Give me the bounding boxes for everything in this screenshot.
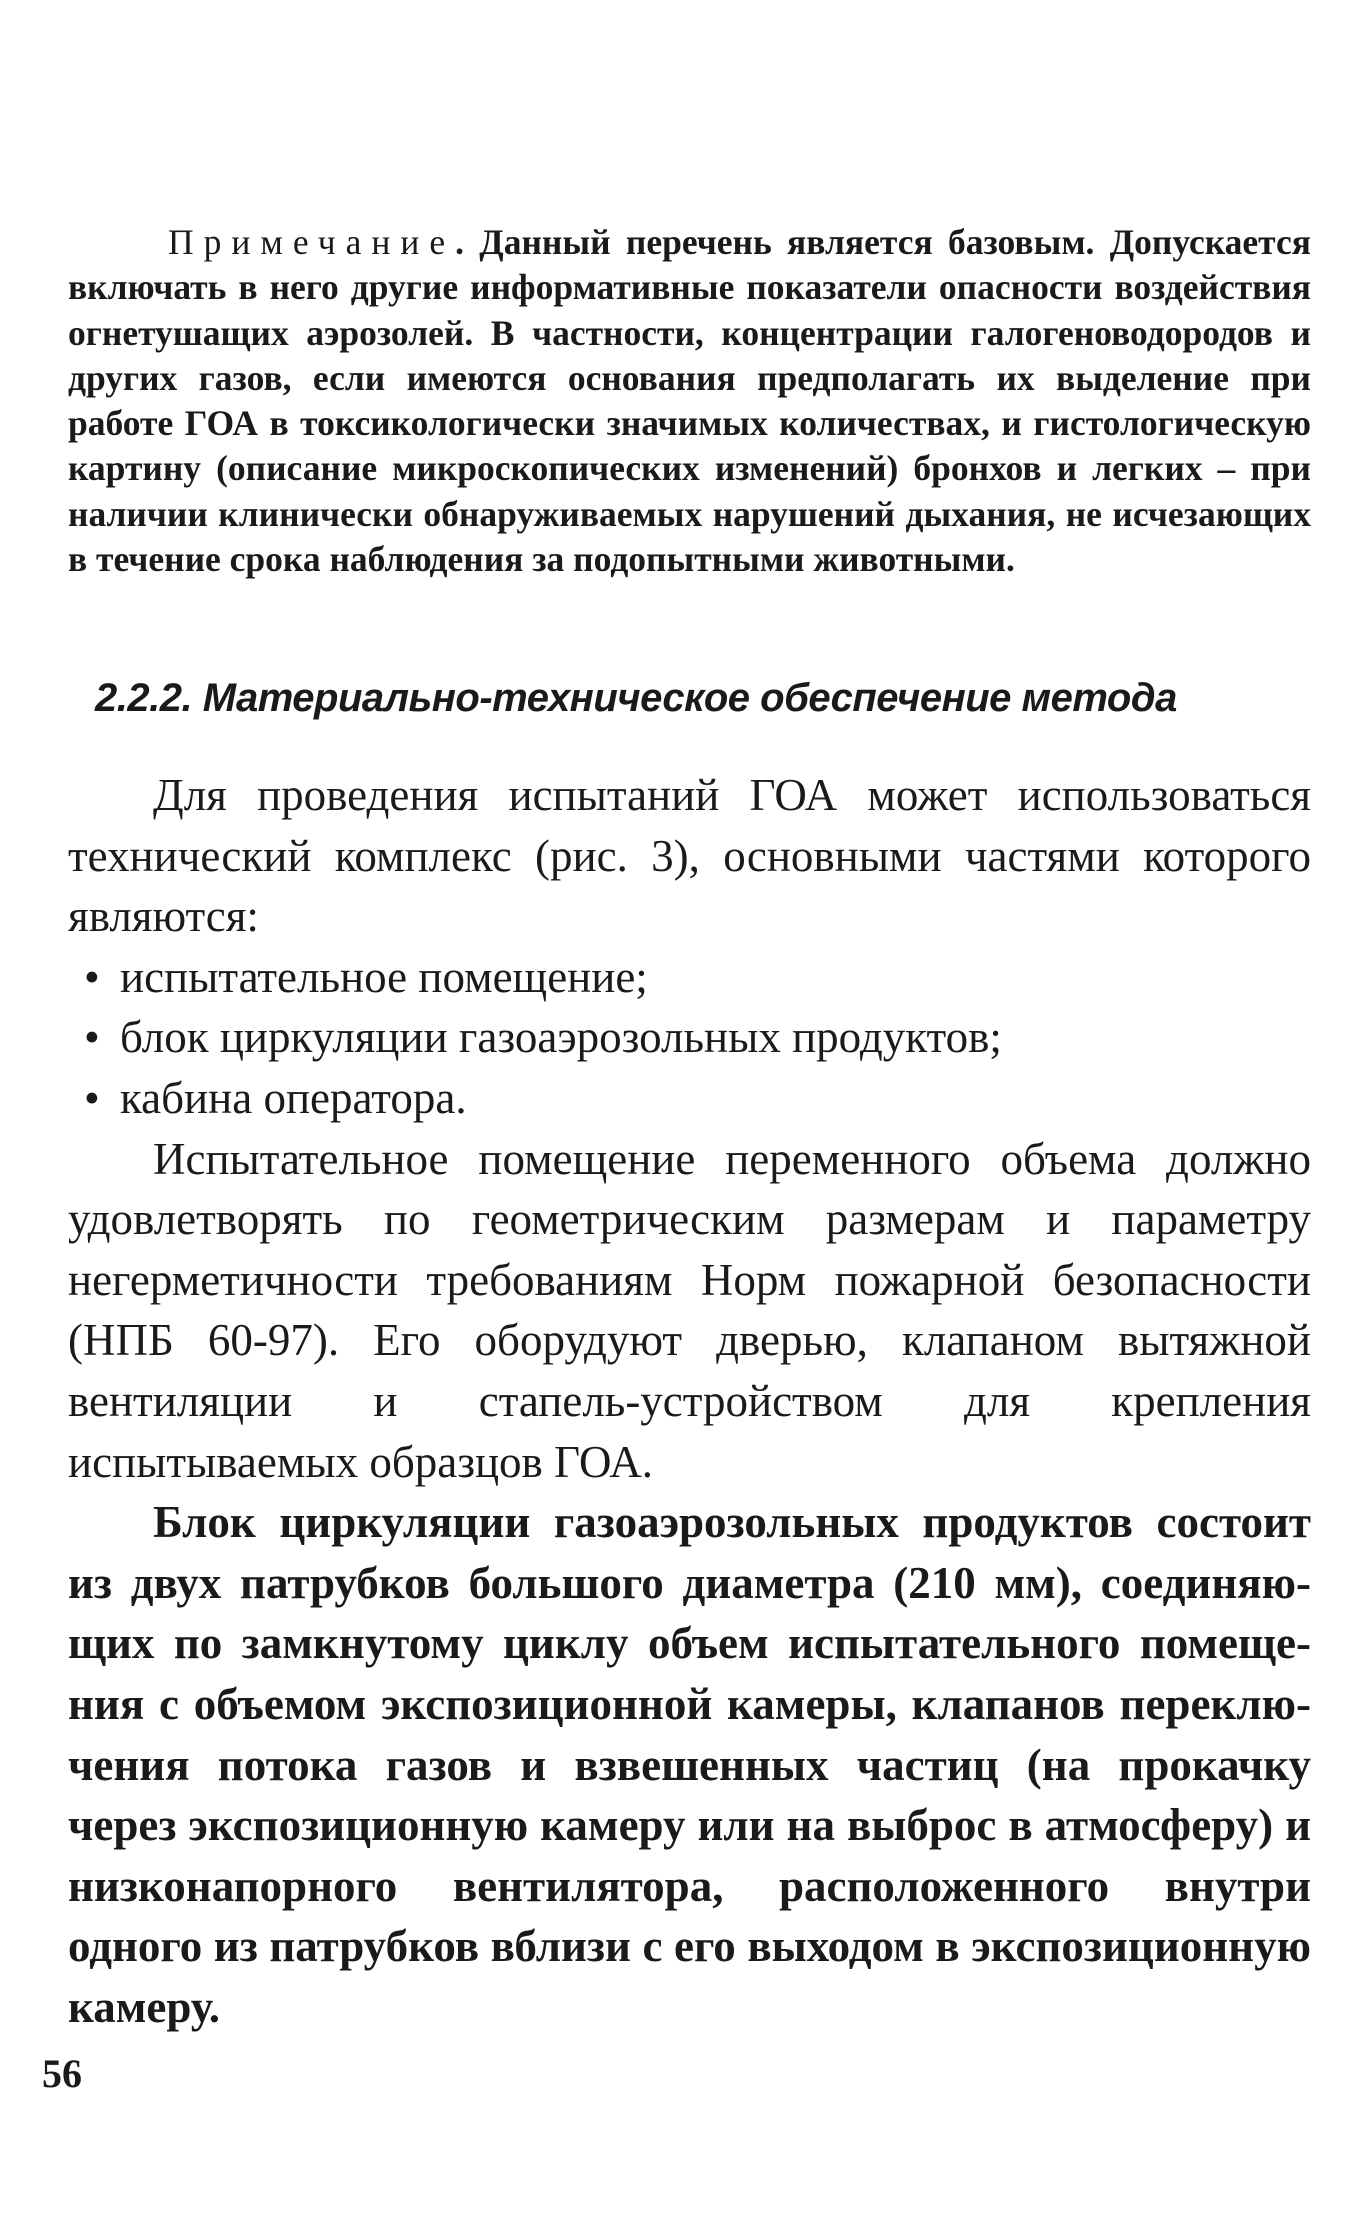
components-list: [68, 947, 1311, 1129]
note-text: Данный перечень является базовым. Допускается включать в него другие информативные показатели опасности воздействия огнетушащих аэрозолей. В частности, концентрации галогеноводородов и других газов, если имеются основания предполагать их выделение при работе ГОА в токсикологически значимых количествах, и гистологическую картину (описание микроскопических изменений) бронхов и легких – при наличии клинически обнаруживаемых нарушений дыхания, не исчезающих в течение срока наблюдения за подопытными животными.: [68, 222, 1311, 580]
list-item-text: блок циркуляции газоаэрозольных продуктов;: [120, 1012, 1002, 1063]
intro-paragraph: Для проведения испытаний ГОА может использоваться технический комплекс (рис. 3), основными частями которого являются:: [68, 770, 1311, 942]
note-paragraph: [68, 220, 1311, 582]
page-number: 56: [42, 2051, 82, 2096]
bullet-icon: •: [84, 951, 100, 1002]
section-body: [68, 765, 1311, 2037]
circulation-unit-paragraph: Блок циркуляции газоаэрозольных продуктов состоит из двух патрубков большого диаметра (210 мм), соединяющих по замкнутому циклу объем испытательного помещения с объемом экспозиционной камеры, клапанов переключения потока газов и взвешенных частиц (на прокачку через экспозиционную камеру или на выброс в атмосферу) и низконапорного вентилятора, расположенного внутри одного из патрубков вблизи с его выходом в экспозиционную камеру.: [68, 1497, 1311, 2032]
bullet-icon: •: [84, 1012, 100, 1063]
note-label-dot: .: [455, 222, 464, 262]
section-heading: 2.2.2. Материально-техническое обеспечение метода: [95, 676, 1177, 720]
list-item-text: кабина оператора.: [120, 1072, 467, 1123]
list-item-text: испытательное помещение;: [120, 951, 648, 1002]
list-item: [68, 1007, 1311, 1068]
test-room-paragraph: Испытательное помещение переменного объема должно удовлетворять по геометрическим размерам и параметру негерметичности требованиям Норм пожарной безопасности (НПБ 60-97). Его оборудуют дверью, клапаном вытяжной вентиляции и стапель-устройством для крепления испытываемых образцов ГОА.: [68, 1133, 1311, 1487]
list-item: [68, 1068, 1311, 1129]
list-item: [68, 947, 1311, 1008]
note-label: Примечание: [168, 222, 456, 262]
bullet-icon: •: [84, 1072, 100, 1123]
